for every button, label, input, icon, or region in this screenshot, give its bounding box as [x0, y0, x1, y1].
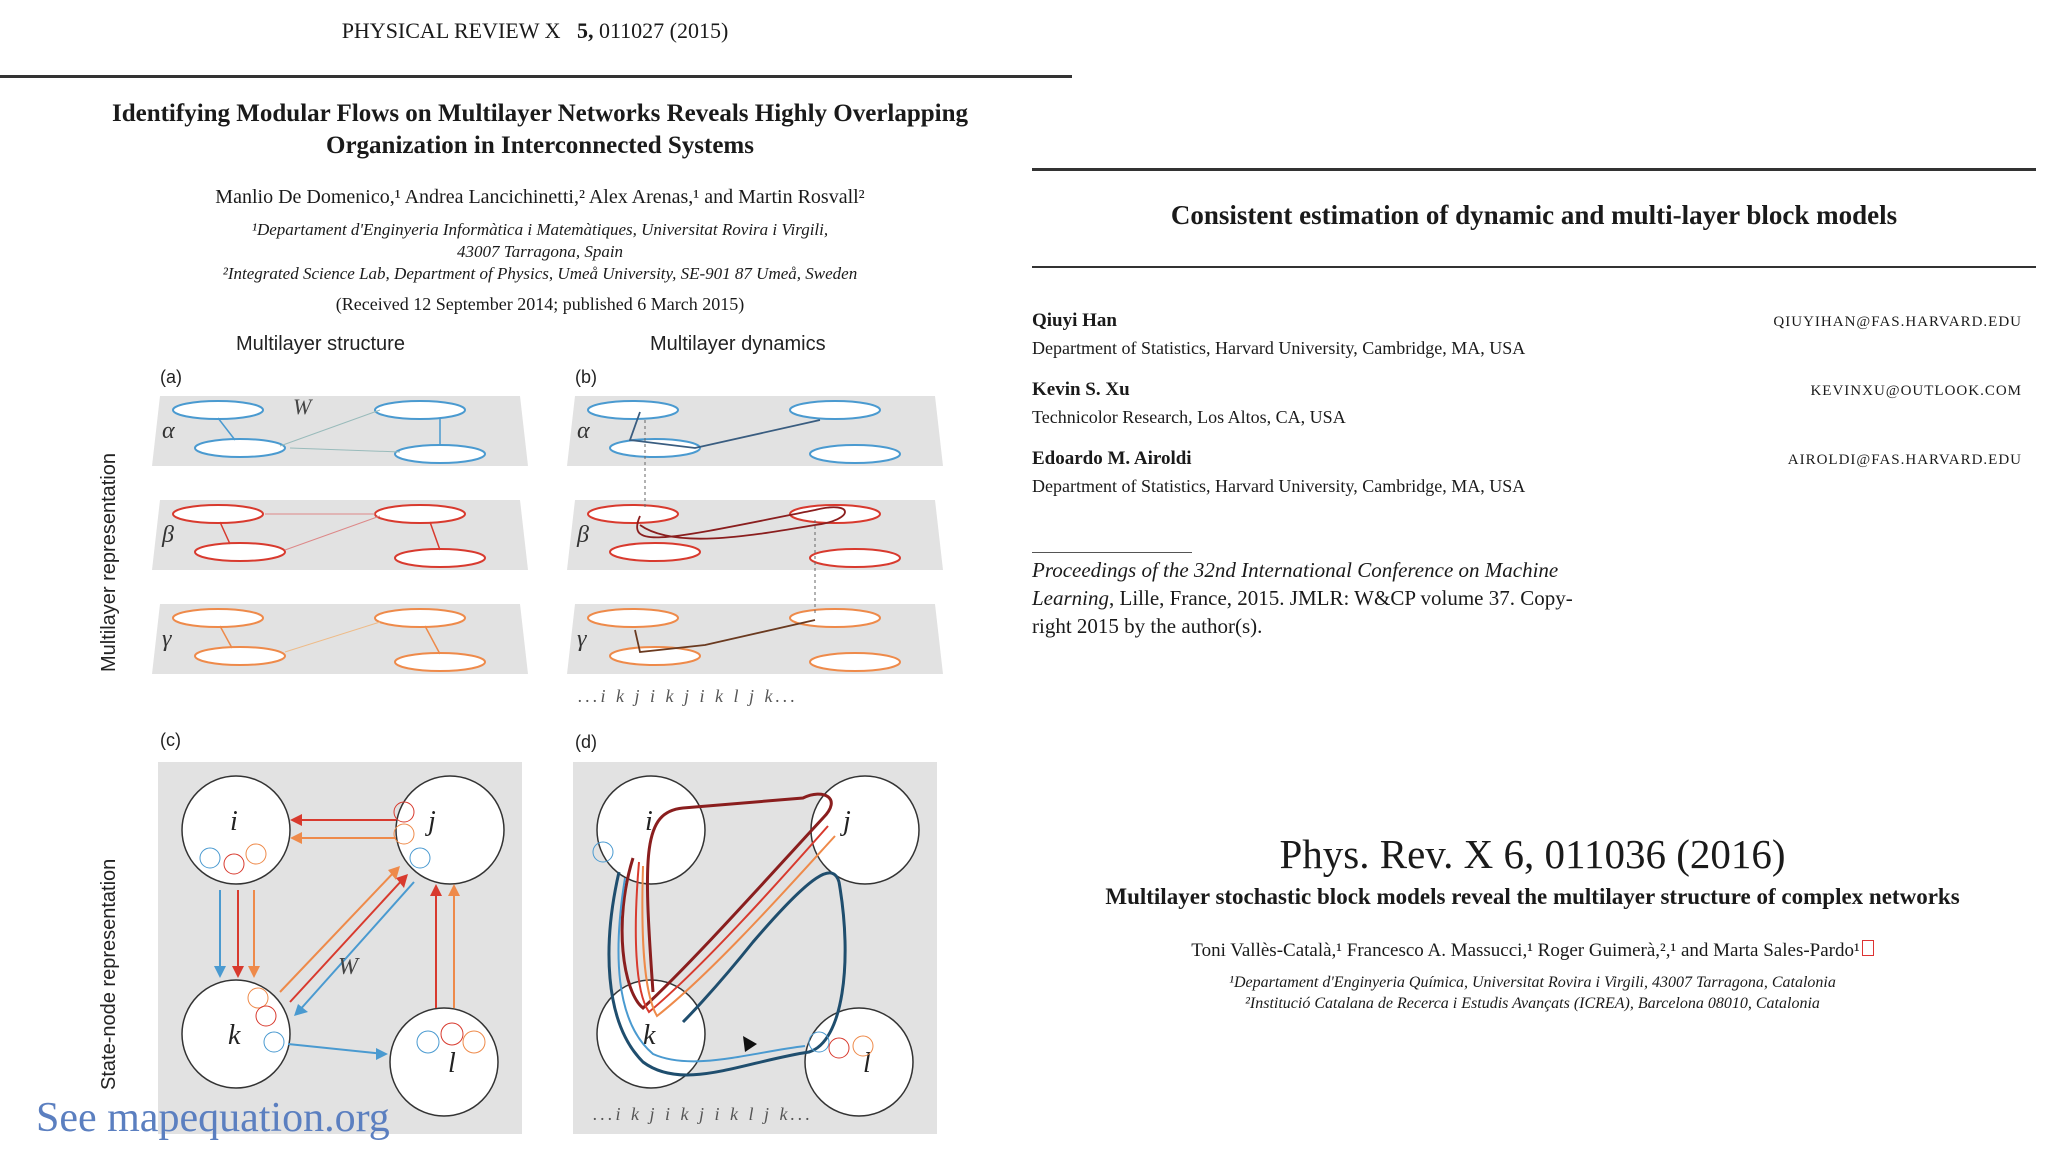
paper1-received: (Received 12 September 2014; published 6 March 2015) — [335, 294, 745, 314]
sequence-b: ...i k j i k j i k l j k... — [578, 686, 798, 706]
paper2-author-2 — [1032, 379, 1346, 428]
author-dept: Department of Statistics, Harvard University, Cambridge, MA, USA — [1032, 476, 1526, 496]
paper1-authors: Manlio De Domenico,¹ Andrea Lancichinetti,² Alex Arenas,¹ and Martin Rosvall² — [215, 186, 865, 208]
journal-header — [0, 18, 1070, 44]
svg-text:γ: γ — [577, 626, 587, 652]
proceedings-line2a: Learning — [1032, 586, 1110, 610]
panel-d-state-dynamics — [573, 762, 937, 1134]
svg-text:α: α — [577, 418, 590, 444]
proceedings-line2b: , Lille, France, 2015. JMLR: W&CP volume 37. Copy- — [1109, 586, 1573, 610]
paper3-authors-text: Toni Vallès-Català,¹ Francesco A. Massucci,¹ Roger Guimerà,²,¹ and Marta Sales-Pardo¹ — [1191, 940, 1860, 961]
paper2-title: Consistent estimation of dynamic and multi-layer block models — [1170, 200, 1898, 230]
author-email[interactable]: AIROLDI@FAS.HARVARD.EDU — [1787, 452, 2022, 468]
paper3-authors — [1020, 940, 2045, 962]
paper2-bottom-rule — [1032, 266, 2036, 268]
svg-text:l: l — [863, 1048, 871, 1079]
paper2-author-3 — [1032, 448, 1525, 497]
panel-a-multilayer — [140, 390, 540, 680]
svg-text:k: k — [643, 1020, 656, 1051]
paper2-author-1 — [1032, 310, 1525, 359]
sequence-d: ...i k j i k j i k l j k... — [593, 1104, 813, 1124]
author-name: Kevin S. Xu — [1032, 379, 1130, 400]
mapequation-link[interactable]: See mapequation.org — [36, 1095, 390, 1141]
panel-label-c: (c) — [160, 730, 181, 750]
journal-volume: 5, — [576, 18, 594, 43]
layer-gamma-label: γ — [162, 626, 172, 652]
svg-text:j: j — [843, 806, 851, 837]
paper1-affiliation1-line1: ¹Departament d'Enginyeria Informàtica i Matemàtiques, Universitat Rovira i Virgili, — [251, 220, 829, 239]
proceedings-line1: Proceedings of the 32nd International Conference on Machine — [1032, 558, 1559, 582]
weight-label-bottom: W — [338, 954, 358, 980]
weight-label-top: W — [293, 394, 312, 419]
svg-text:j: j — [428, 806, 436, 837]
panel-label-d: (d) — [575, 732, 597, 752]
paper1-title — [60, 98, 1020, 162]
paper3-affiliations — [1020, 972, 2045, 1014]
author-name: Edoardo M. Airoldi — [1032, 448, 1192, 469]
paper1-title-line2: Organization in Interconnected Systems — [326, 132, 754, 159]
col-header-dynamics: Multilayer dynamics — [650, 333, 826, 355]
paper2-proceedings — [1032, 556, 1692, 640]
author-email[interactable]: KEVINXU@OUTLOOK.COM — [1810, 383, 2022, 399]
paper3-title: Multilayer stochastic block models reveal the multilayer structure of complex networks — [1105, 884, 1960, 909]
paper3-reference: Phys. Rev. X 6, 011036 (2016) — [1279, 831, 1786, 877]
svg-text:k: k — [228, 1020, 241, 1051]
journal-ref: 011027 (2015) — [598, 18, 729, 43]
svg-text:β: β — [577, 522, 589, 548]
col-header-structure: Multilayer structure — [236, 333, 405, 355]
journal-name: PHYSICAL REVIEW X — [341, 18, 561, 43]
state-node-l — [390, 1008, 498, 1116]
author-name: Qiuyi Han — [1032, 310, 1117, 331]
state-node-j — [396, 776, 504, 884]
proceedings-line3: right 2015 by the author(s). — [1032, 614, 1263, 638]
paper2-top-rule — [1032, 168, 2036, 171]
paper1-affiliation2: ²Integrated Science Lab, Department of Physics, Umeå University, SE-901 87 Umeå, Sweden — [222, 264, 858, 283]
panel-b-multilayer — [555, 390, 955, 680]
author-email[interactable]: QIUYIHAN@FAS.HARVARD.EDU — [1773, 314, 2022, 330]
author-dept: Technicolor Research, Los Altos, CA, USA — [1032, 407, 1346, 427]
layer-alpha-label: α — [162, 418, 175, 444]
row-label-state-node: State-node representation — [98, 858, 120, 1090]
svg-text:i: i — [230, 806, 238, 837]
svg-text:l: l — [448, 1048, 456, 1079]
footnote-rule — [1032, 552, 1192, 553]
paper1-affiliation1-line2: 43007 Tarragona, Spain — [456, 242, 624, 261]
email-link-icon[interactable] — [1862, 940, 1874, 956]
panel-c-state-nodes — [158, 762, 522, 1134]
panel-label-b: (b) — [575, 367, 597, 387]
paper1-title-line1: Identifying Modular Flows on Multilayer Networks Reveals Highly Overlapping — [111, 100, 969, 127]
row-label-multilayer: Multilayer representation — [98, 453, 120, 672]
paper3-affiliation1: ¹Departament d'Enginyeria Química, Universitat Rovira i Virgili, 43007 Tarragona, Catalonia — [1229, 974, 1836, 991]
layer-beta-label: β — [162, 522, 174, 548]
panel-label-a: (a) — [160, 367, 182, 387]
header-rule — [0, 75, 1072, 78]
paper3-affiliation2: ²Institució Catalana de Recerca i Estudis Avançats (ICREA), Barcelona 08010, Catalonia — [1245, 995, 1820, 1012]
author-dept: Department of Statistics, Harvard University, Cambridge, MA, USA — [1032, 338, 1526, 358]
paper1-affiliations — [60, 219, 1020, 285]
svg-text:i: i — [645, 806, 653, 837]
